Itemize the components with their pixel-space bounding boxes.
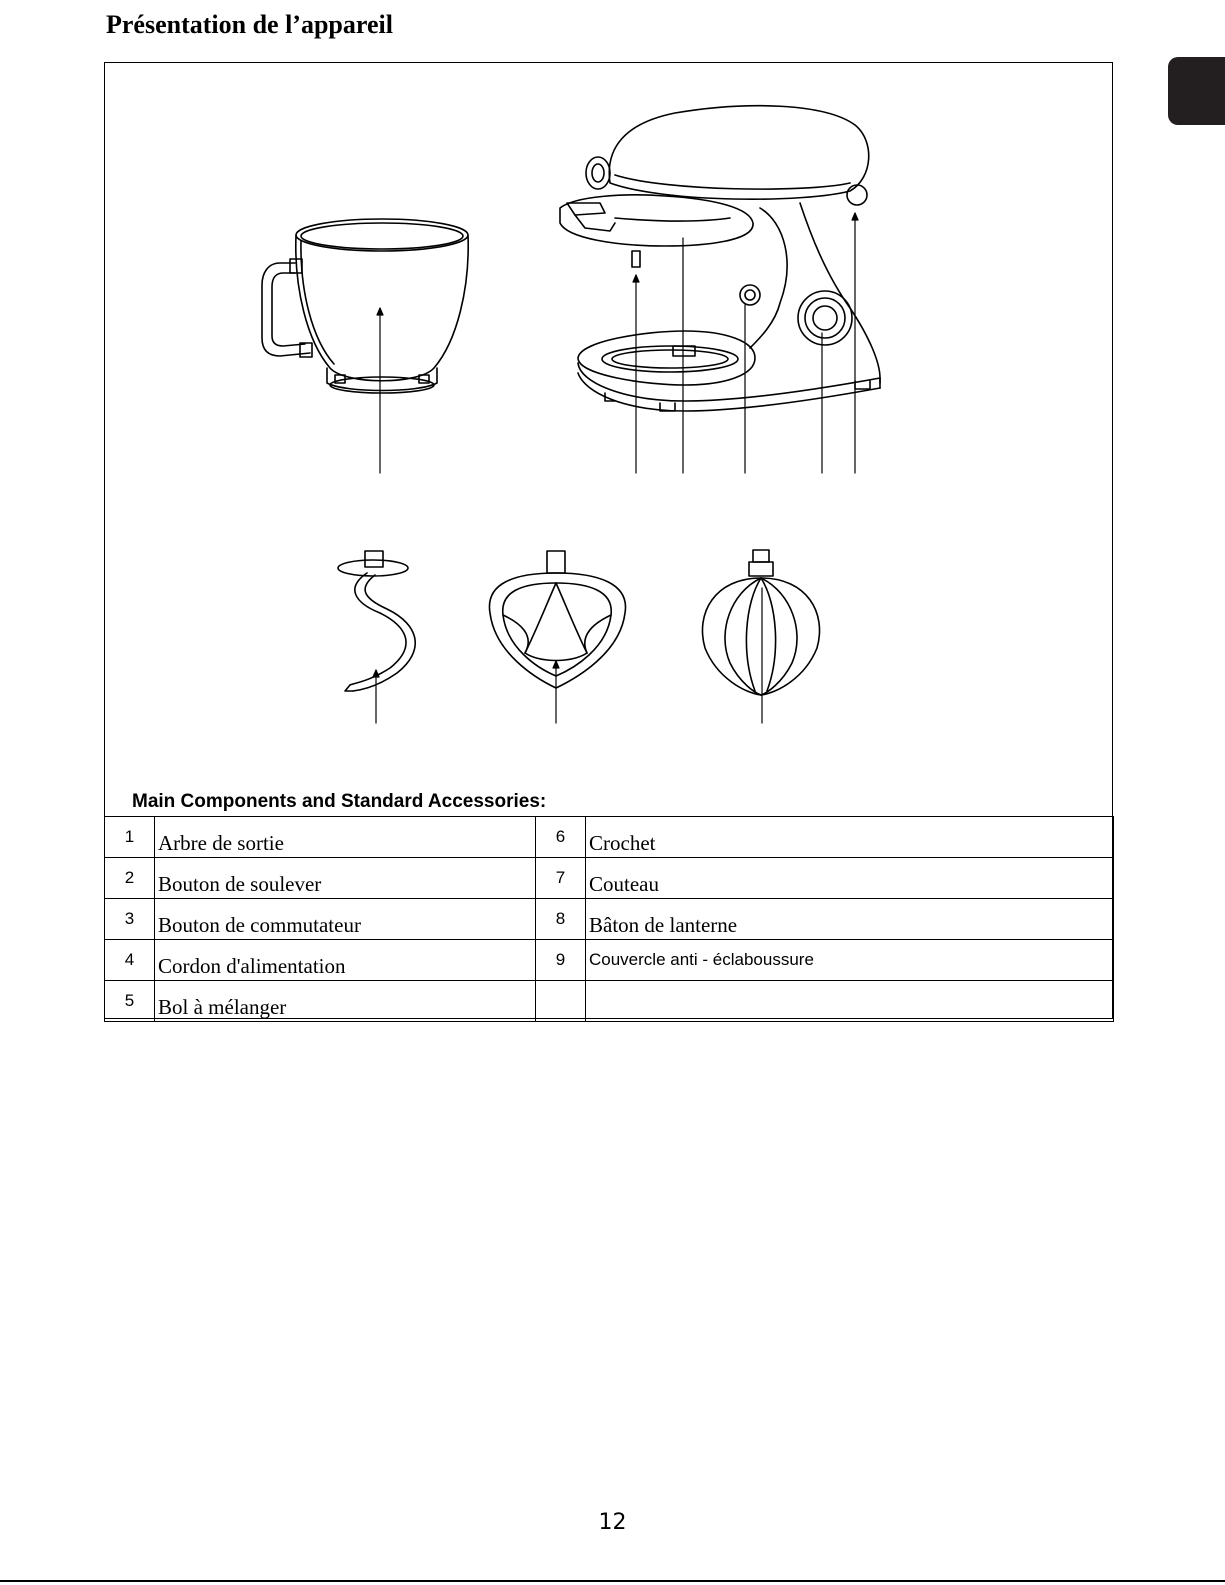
part-label: Bâton de lanterne [586, 899, 1114, 940]
part-number [536, 981, 586, 1022]
table-row [105, 817, 1114, 858]
leader-lines [373, 213, 858, 723]
part-label: Bol à mélanger [155, 981, 536, 1022]
stand-mixer-drawing [560, 106, 880, 411]
part-number: 5 [105, 981, 155, 1022]
part-label: Couteau [586, 858, 1114, 899]
part-number: 1 [105, 817, 155, 858]
part-label: Cordon d'alimentation [155, 940, 536, 981]
table-row [105, 858, 1114, 899]
part-number: 7 [536, 858, 586, 899]
parts-table [104, 816, 1114, 1022]
part-label: Crochet [586, 817, 1114, 858]
components-heading: Main Components and Standard Accessories: [132, 791, 547, 812]
page-number: 12 [598, 1510, 627, 1535]
part-label: Couvercle anti - éclaboussure [586, 940, 1114, 981]
part-number: 3 [105, 899, 155, 940]
section-tab [1168, 57, 1225, 125]
part-number: 4 [105, 940, 155, 981]
part-label: Bouton de soulever [155, 858, 536, 899]
page-title: Présentation de l’appareil [106, 10, 393, 39]
part-number: 8 [536, 899, 586, 940]
table-row [105, 899, 1114, 940]
part-number: 6 [536, 817, 586, 858]
appliance-illustration [105, 63, 1112, 783]
part-label [586, 981, 1114, 1022]
table-row [105, 981, 1114, 1022]
part-label: Arbre de sortie [155, 817, 536, 858]
part-label: Bouton de commutateur [155, 899, 536, 940]
whisk-drawing [702, 550, 819, 695]
part-number: 2 [105, 858, 155, 899]
table-row [105, 940, 1114, 981]
bottom-rule [0, 1580, 1225, 1582]
mixing-bowl-drawing [262, 219, 468, 393]
part-number: 9 [536, 940, 586, 981]
